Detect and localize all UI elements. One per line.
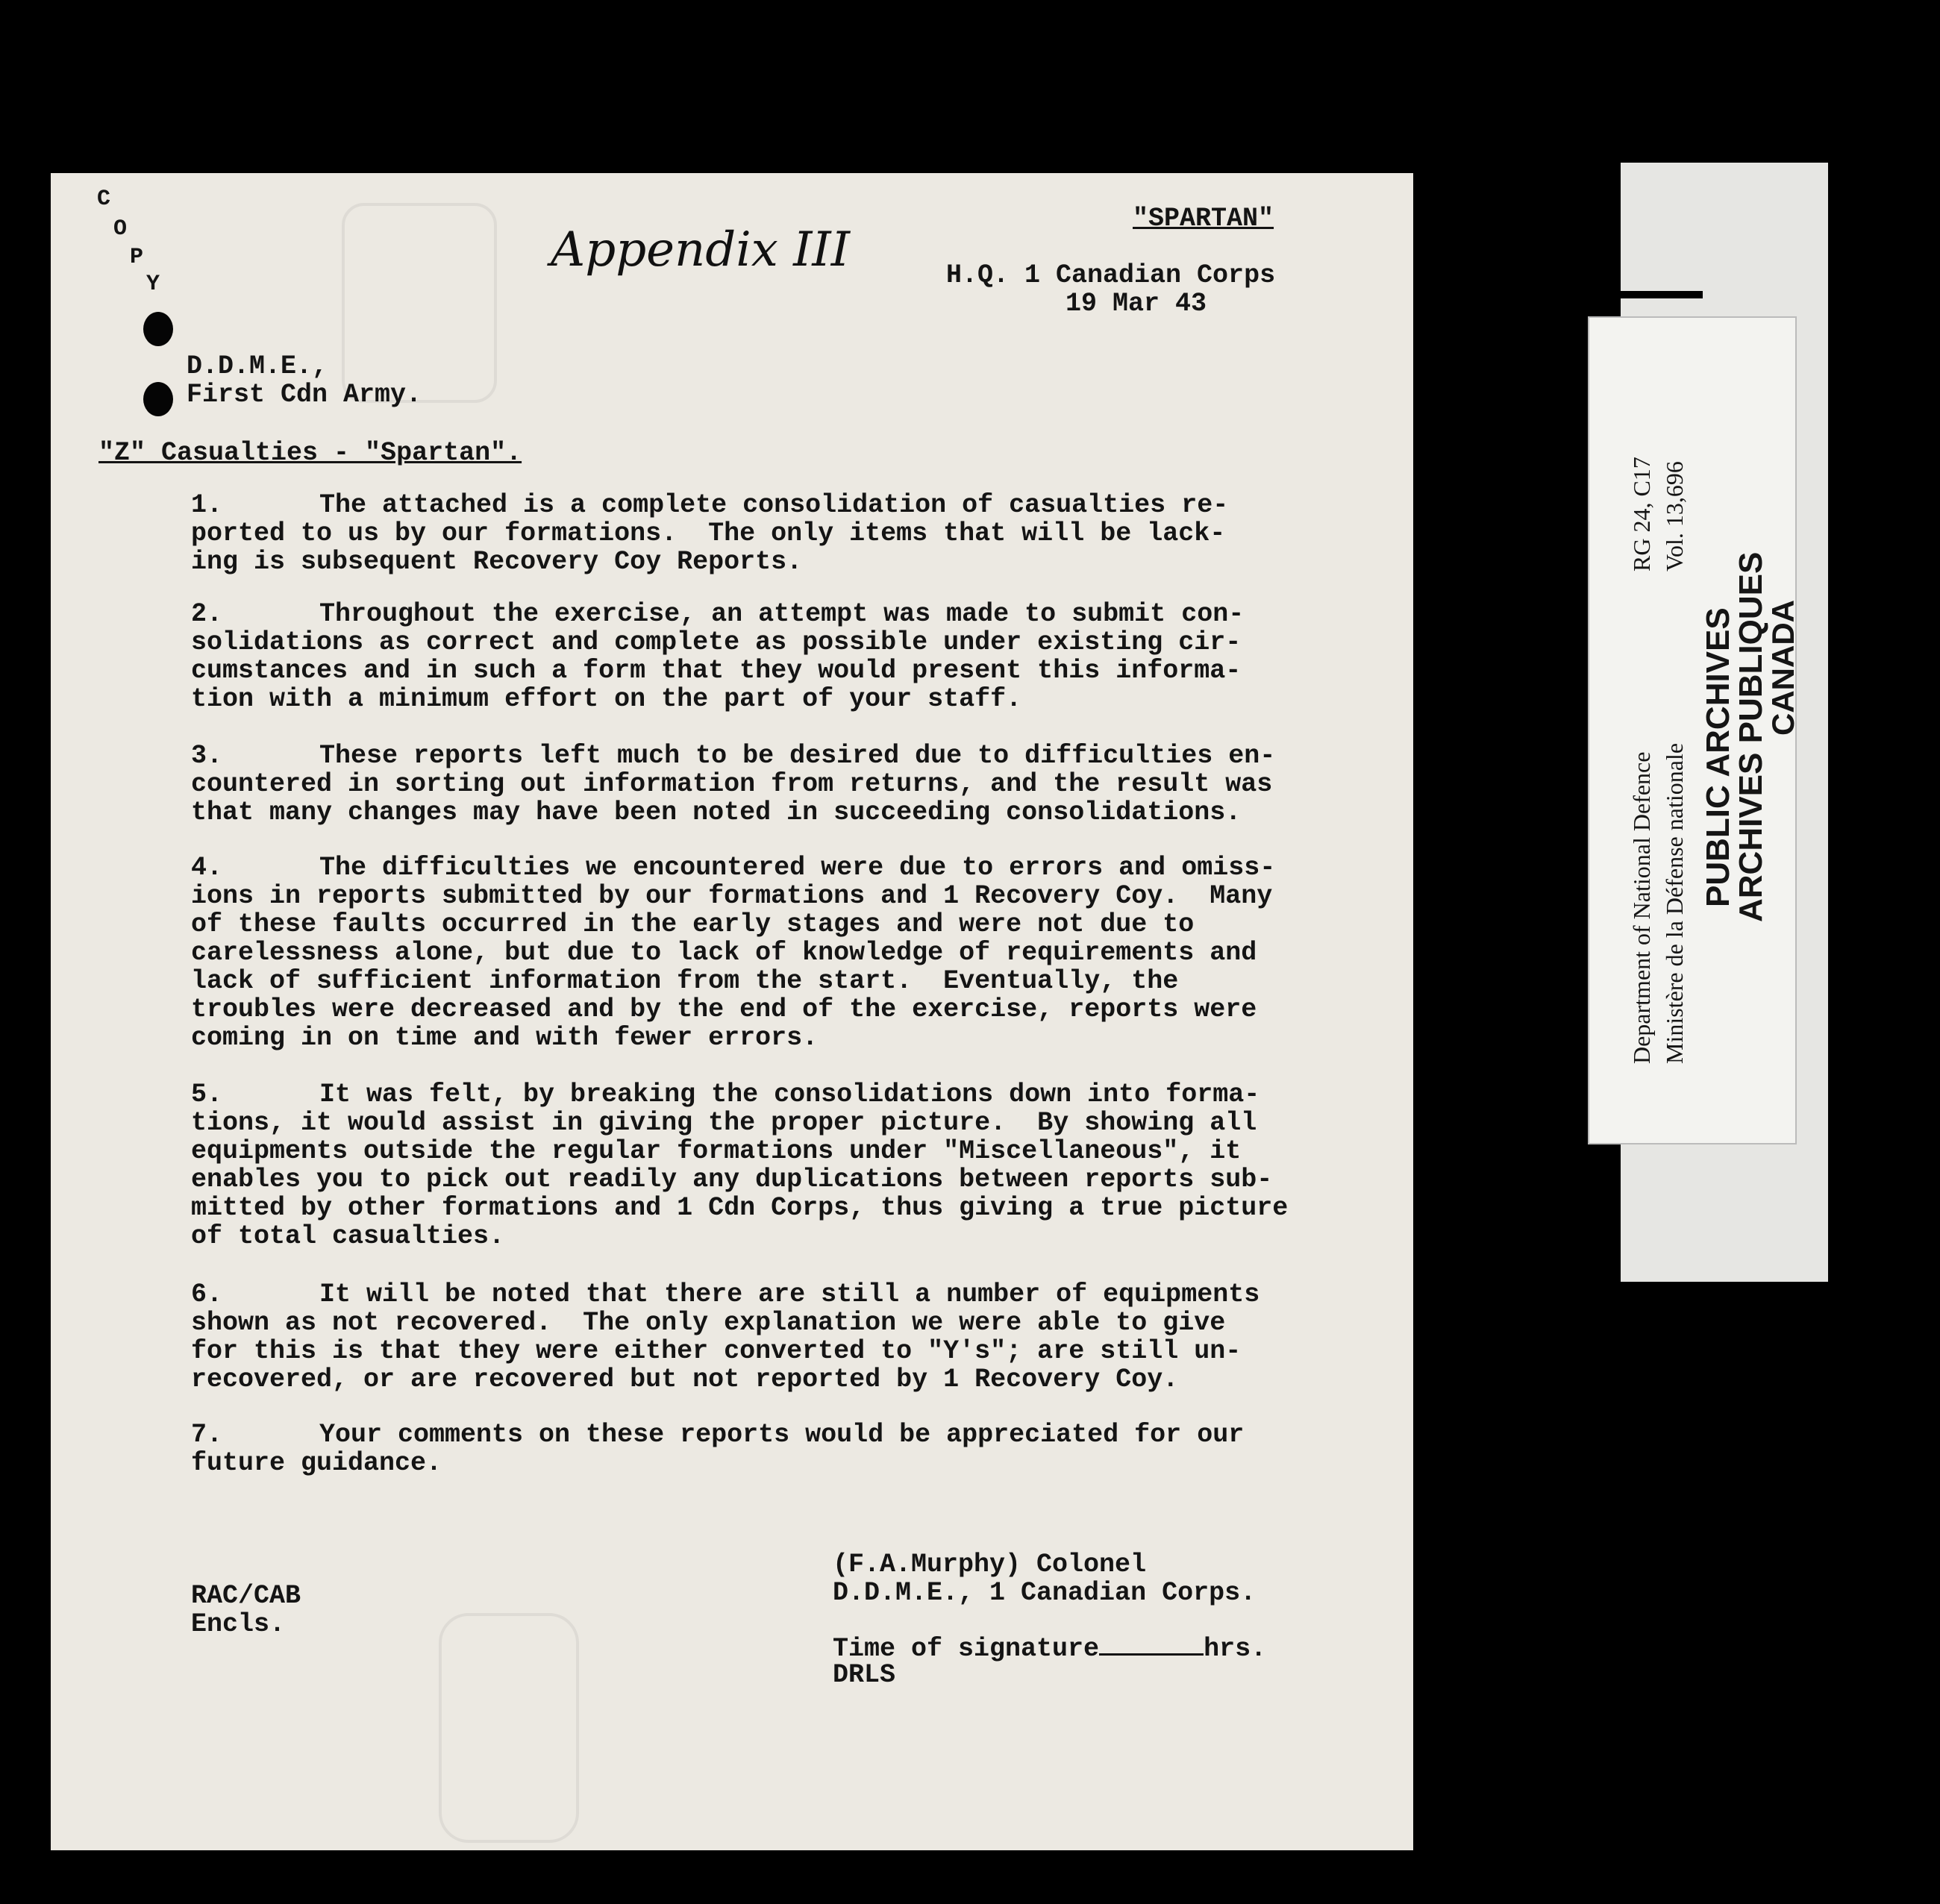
paragraph-7 — [191, 1421, 1430, 1477]
paragraph-line: It was felt, by breaking the consolidations down into forma- — [319, 1080, 1260, 1109]
paragraph-line: of total casualties. — [191, 1221, 505, 1251]
paragraph-line: tion with a minimum effort on the part of your staff. — [191, 684, 1022, 714]
header-date: 19 Mar 43 — [1066, 289, 1207, 319]
paragraph-line: Throughout the exercise, an attempt was made to submit con- — [319, 599, 1245, 629]
paragraph-1 — [191, 491, 1430, 576]
paragraph-number: 5. — [191, 1080, 223, 1109]
copy-letter: O — [113, 216, 128, 242]
archive-card-notch — [1621, 291, 1703, 298]
paragraph-6 — [191, 1280, 1430, 1394]
paragraph-3 — [191, 742, 1430, 827]
label-rg: RG 24, C17 — [1628, 457, 1655, 571]
time-hrs-label: hrs. — [1204, 1634, 1267, 1664]
label-archives-en: PUBLIC ARCHIVES — [1700, 607, 1736, 907]
label-country: CANADA — [1765, 600, 1800, 736]
time-of-signature — [833, 1632, 1266, 1663]
paragraph-line: future guidance. — [191, 1448, 442, 1478]
paragraph-line: enables you to pick out readily any duplications between reports sub- — [191, 1165, 1273, 1194]
signatory-name: (F.A.Murphy) Colonel — [833, 1550, 1147, 1579]
paragraph-line: troubles were decreased and by the end of the exercise, reports were — [191, 995, 1257, 1024]
watermark-stamp — [439, 1613, 579, 1843]
archive-label — [1588, 316, 1800, 1144]
paragraph-number: 4. — [191, 853, 223, 883]
paragraph-line: for this is that they were either converted to "Y's"; are still un- — [191, 1336, 1242, 1366]
paragraph-line: tions, it would assist in giving the proper picture. By showing all — [191, 1108, 1257, 1138]
paragraph-line: ions in reports submitted by our formations and 1 Recovery Coy. Many — [191, 881, 1273, 911]
paragraph-line: carelessness alone, but due to lack of knowledge of requirements and — [191, 938, 1257, 968]
paragraph-4 — [191, 854, 1430, 1052]
paragraph-line: equipments outside the regular formations under "Miscellaneous", it — [191, 1136, 1242, 1166]
addressee-line: First Cdn Army. — [187, 380, 422, 410]
paragraph-line: shown as not recovered. The only explanation we were able to give — [191, 1308, 1226, 1338]
label-archives-fr: ARCHIVES PUBLIQUES — [1733, 551, 1769, 922]
paragraph-line: that many changes may have been noted in succeeding consolidations. — [191, 798, 1242, 827]
copy-letter: C — [97, 187, 111, 212]
subject-line: "Z" Casualties - "Spartan". — [98, 438, 522, 468]
copy-letter: P — [130, 245, 144, 270]
paragraph-line: cumstances and in such a form that they would present this informa- — [191, 656, 1242, 686]
paragraph-5 — [191, 1080, 1430, 1250]
paragraph-number: 6. — [191, 1280, 223, 1309]
paragraph-line: of these faults occurred in the early stages and were not due to — [191, 909, 1195, 939]
paragraph-line: Your comments on these reports would be appreciated for our — [319, 1420, 1245, 1450]
paragraph-line: mitted by other formations and 1 Cdn Corps, thus giving a true picture — [191, 1193, 1289, 1223]
document-page — [51, 173, 1413, 1850]
header-org: H.Q. 1 Canadian Corps — [946, 260, 1276, 290]
label-dept-en: Department of National Defence — [1628, 751, 1655, 1064]
punch-hole — [143, 382, 173, 416]
paragraph-line: countered in sorting out information from returns, and the result was — [191, 769, 1273, 799]
paragraph-line: It will be noted that there are still a number of equipments — [319, 1280, 1260, 1309]
paragraph-line: coming in on time and with fewer errors. — [191, 1023, 819, 1053]
punch-hole — [143, 312, 173, 346]
paragraph-line: The difficulties we encountered were due to errors and omiss- — [319, 853, 1276, 883]
label-dept-fr: Ministère de la Défense nationale — [1661, 742, 1688, 1064]
paragraph-number: 7. — [191, 1420, 223, 1450]
paragraph-line: ing is subsequent Recovery Coy Reports. — [191, 547, 803, 577]
paragraph-line: lack of sufficient information from the start. Eventually, the — [191, 966, 1179, 996]
classification-mark: "SPARTAN" — [1133, 204, 1274, 234]
paragraph-line: solidations as correct and complete as possible under existing cir- — [191, 627, 1242, 657]
time-blank — [1099, 1632, 1204, 1656]
paragraph-line: ported to us by our formations. The only items that will be lack- — [191, 519, 1226, 548]
paragraph-number: 3. — [191, 741, 223, 771]
paragraph-number: 2. — [191, 599, 223, 629]
paragraph-line: recovered, or are recovered but not reported by 1 Recovery Coy. — [191, 1365, 1179, 1394]
reference-initials: RAC/CAB — [191, 1581, 301, 1611]
signatory-title: D.D.M.E., 1 Canadian Corps. — [833, 1578, 1257, 1608]
paragraph-line: These reports left much to be desired due to difficulties en- — [319, 741, 1276, 771]
time-of-signature-label: Time of signature — [833, 1634, 1100, 1664]
paragraph-line: The attached is a complete consolidation of casualties re- — [319, 490, 1229, 520]
delivery-method: DRLS — [833, 1660, 896, 1690]
paragraph-number: 1. — [191, 490, 223, 520]
addressee-line: D.D.M.E., — [187, 351, 328, 381]
copy-letter: Y — [146, 272, 160, 297]
enclosures-note: Encls. — [191, 1609, 286, 1639]
label-vol: Vol. 13,696 — [1661, 461, 1688, 571]
watermark-stamp — [342, 203, 497, 403]
paragraph-2 — [191, 600, 1430, 713]
handwritten-appendix-note: Appendix III — [551, 222, 850, 278]
